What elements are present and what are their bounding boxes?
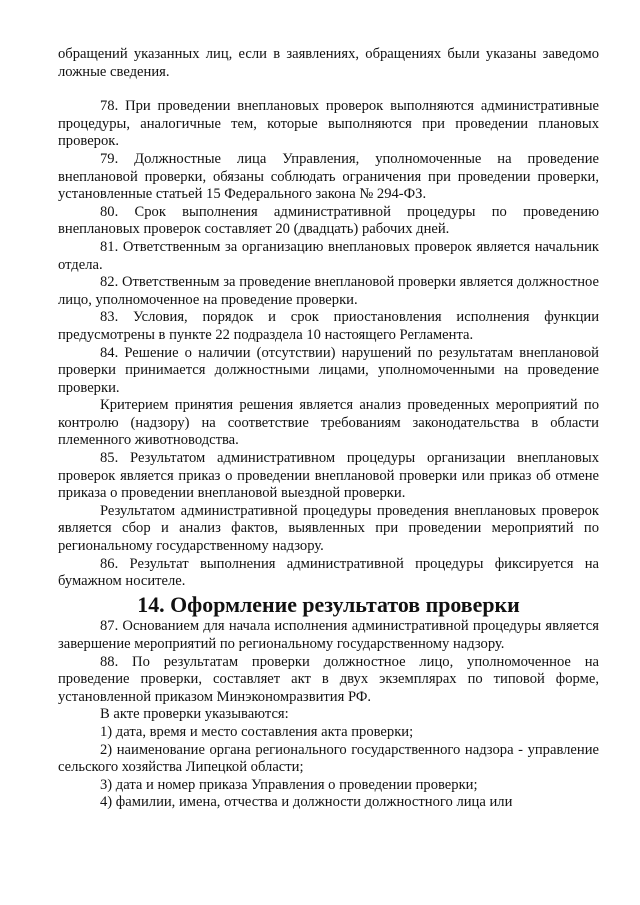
paragraph-78: 78. При проведении внеплановых проверок выполняются административные процедуры, аналогичные тем, которые выполняются при проведении плановых проверок. <box>58 98 599 150</box>
paragraph-87: 87. Основанием для начала исполнения административной процедуры является завершение мероприятий по региональному государственному надзору. <box>58 618 599 652</box>
section-heading: 14. Оформление результатов проверки <box>137 591 520 617</box>
paragraph-82: 82. Ответственным за проведение внеплановой проверки является должностное лицо, уполномоченное на проведение проверки. <box>58 274 599 308</box>
list-item-3: 3) дата и номер приказа Управления о проведении проверки; <box>100 776 478 793</box>
paragraph-85: 85. Результатом административном процедуры организации внеплановых проверок является приказ о проведении внеплановой проверки или приказ об отмене приказа о проведении внеплановой выездной проверки. <box>58 450 599 502</box>
document-body <box>58 46 599 812</box>
paragraph-81: 81. Ответственным за организацию внеплановых проверок является начальник отдела. <box>58 238 599 273</box>
paragraph-continuation: обращений указанных лиц, если в заявлениях, обращениях были указаны заведомо ложные сведения. <box>58 46 599 80</box>
paragraph-act-intro: В акте проверки указываются: <box>100 706 289 723</box>
paragraph-88: 88. По результатам проверки должностное лицо, уполномоченное на проведение проверки, составляет акт в двух экземплярах по типовой форме, установленной приказом Минэкономразвития РФ. <box>58 653 599 705</box>
paragraph-85-result: Результатом административной процедуры проведения внеплановых проверок является сбор и анализ фактов, выявленных при проведении мероприятий по региональному государственному надзору. <box>58 502 599 555</box>
paragraph-84: 84. Решение о наличии (отсутствии) нарушений по результатам внеплановой проверки принимается должностными лицами, уполномоченными на проведение проверки. <box>58 344 599 396</box>
list-item-1: 1) дата, время и место составления акта проверки; <box>100 723 414 740</box>
paragraph-80: 80. Срок выполнения административной процедуры по проведению внеплановых проверок составляет 20 (двадцать) рабочих дней. <box>58 203 599 238</box>
paragraph-criterion: Критерием принятия решения является анализ проведенных мероприятий по контролю (надзору) на соответствие требованиям законодательства в области племенного животноводства. <box>58 397 599 449</box>
paragraph-86: 86. Результат выполнения административной процедуры фиксируется на бумажном носителе. <box>58 555 599 590</box>
list-item-2: 2) наименование органа регионального государственного надзора - управление сельского хозяйства Липецкой области; <box>58 741 599 776</box>
paragraph-83: 83. Условия, порядок и срок приостановления исполнения функции предусмотрены в пункте 22 подраздела 10 настоящего Регламента. <box>58 309 599 343</box>
paragraph-79: 79. Должностные лица Управления, уполномоченные на проведение внеплановой проверки, обязаны соблюдать ограничения при проведении проверки, установленные статьей 15 Федерального закона № 294-ФЗ. <box>58 150 599 203</box>
list-item-4: 4) фамилии, имена, отчества и должности должностного лица или <box>100 794 513 811</box>
